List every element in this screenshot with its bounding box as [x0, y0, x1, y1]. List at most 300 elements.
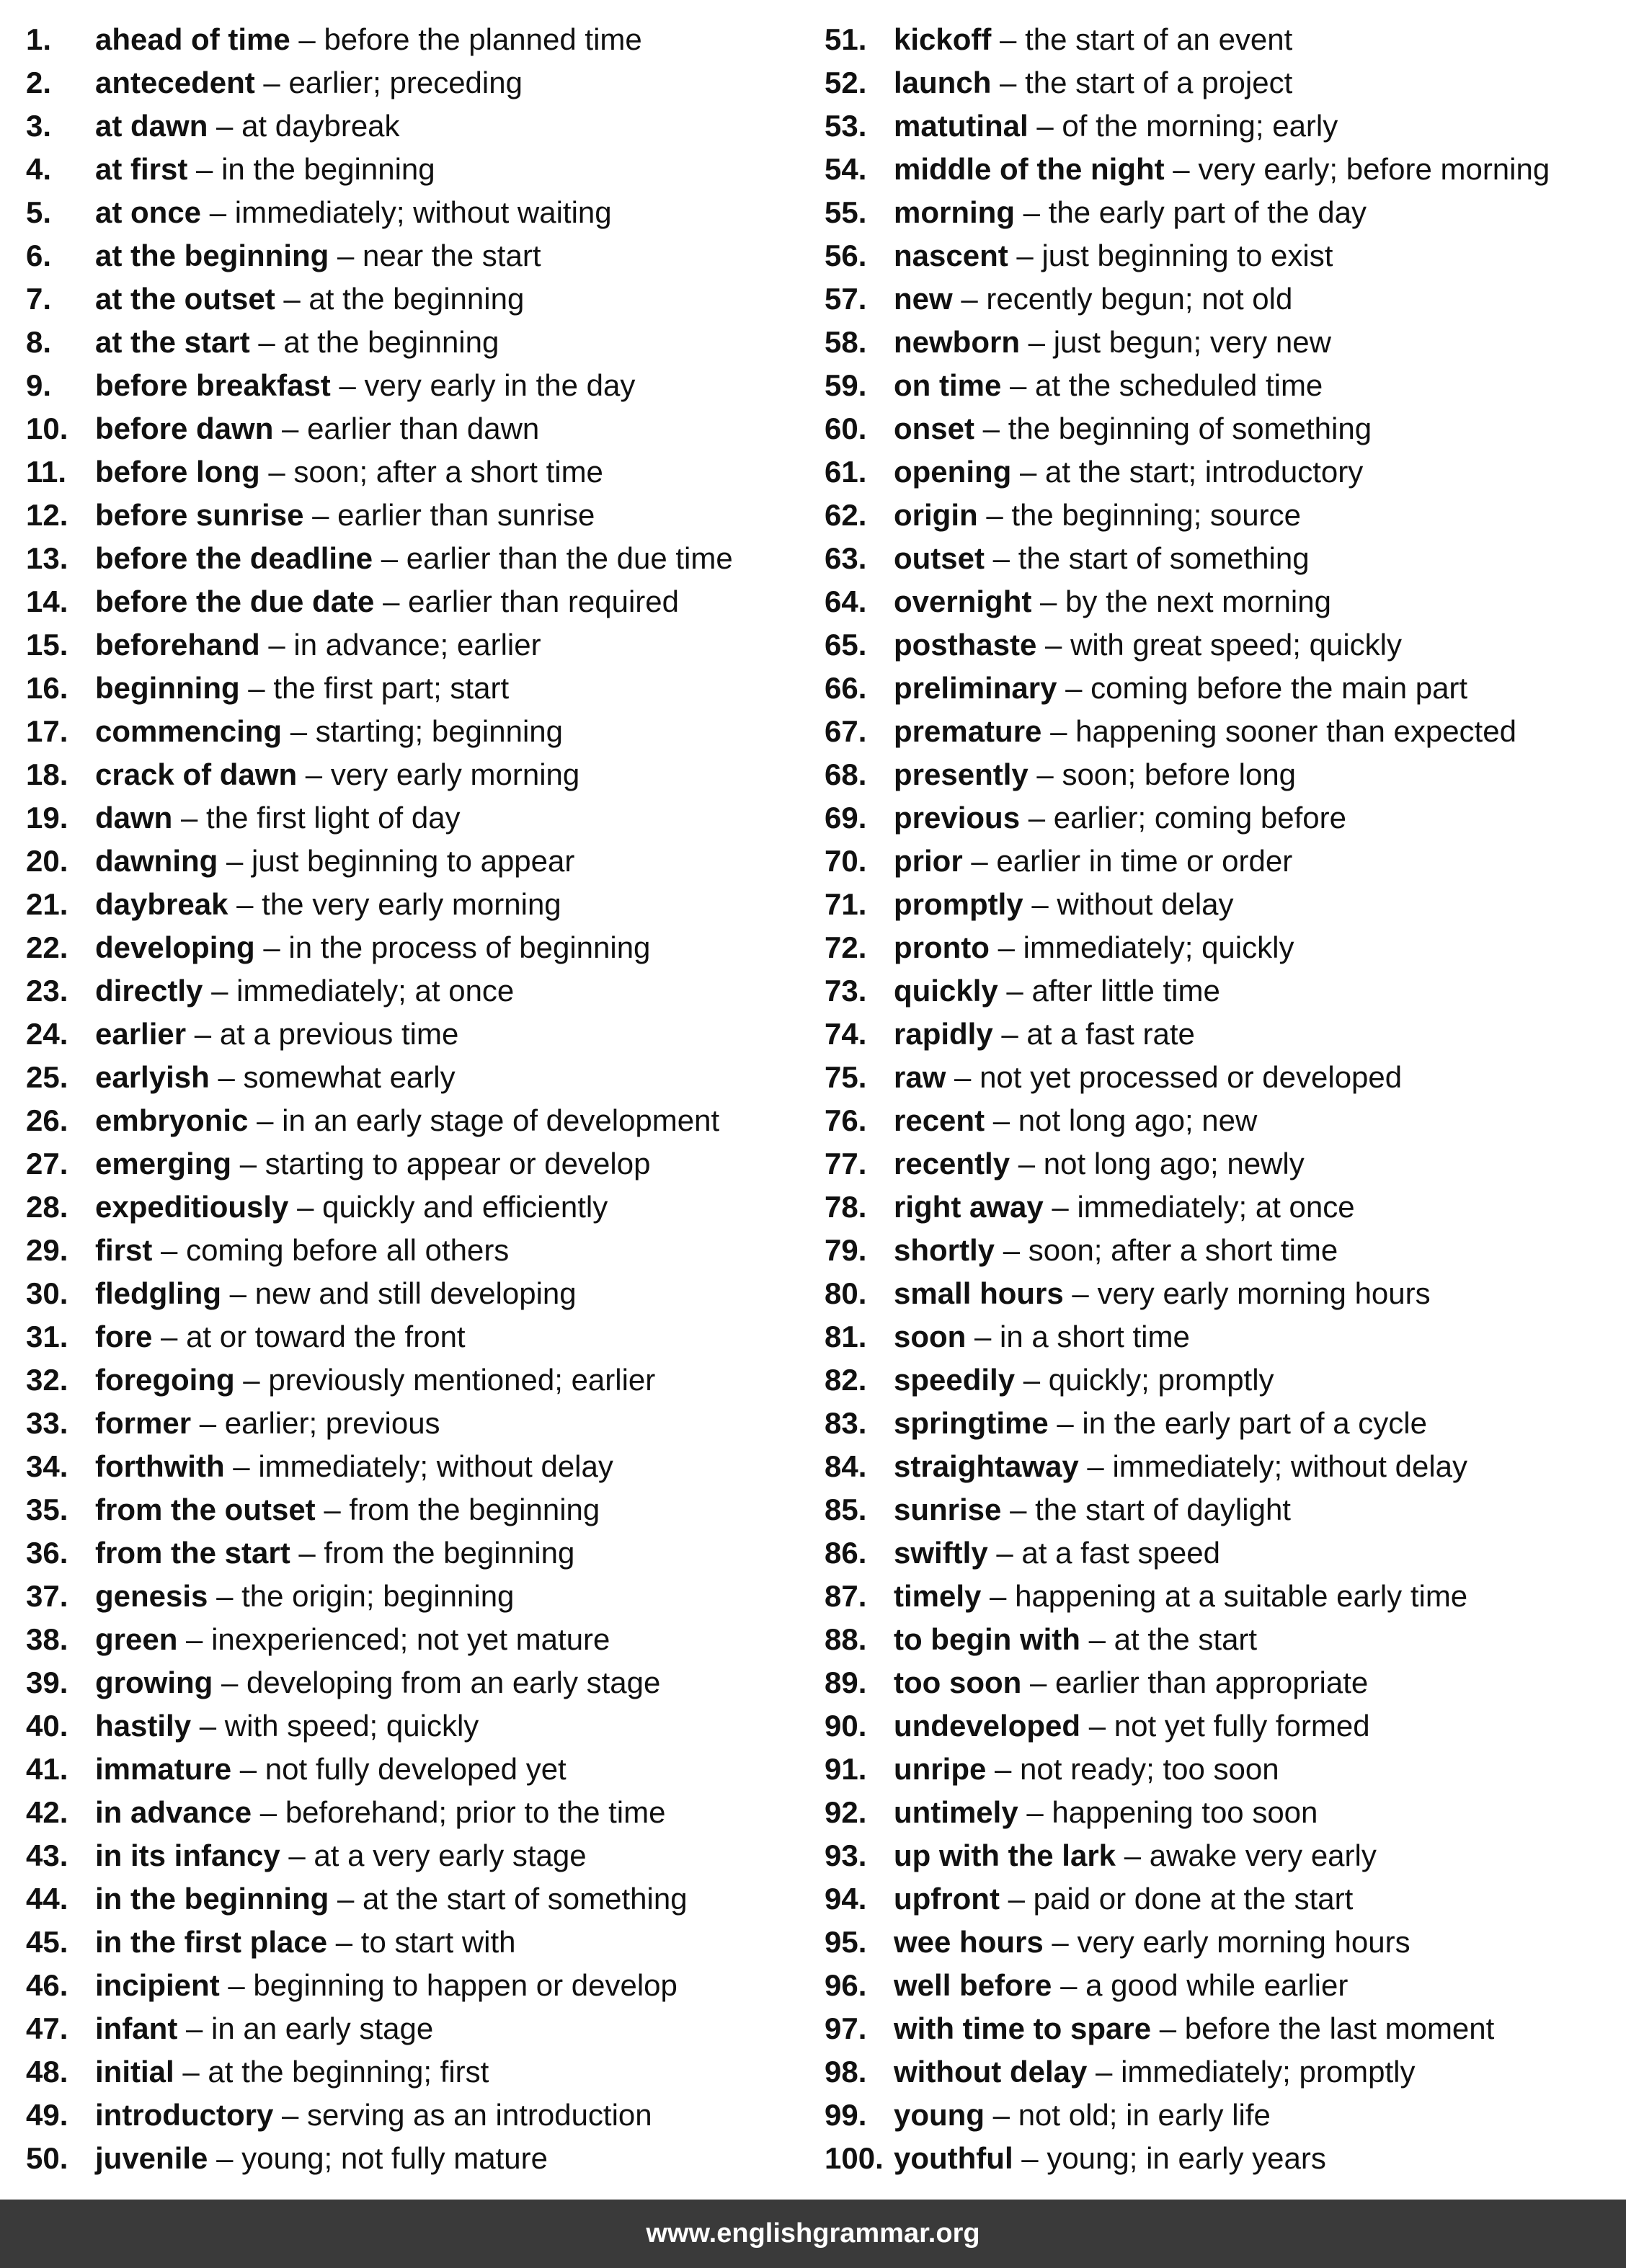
item-definition: at a fast speed [1021, 1536, 1220, 1570]
item-term: shortly [894, 1233, 995, 1267]
item-separator: – [1080, 1622, 1114, 1656]
list-item [825, 104, 1617, 148]
item-separator: – [986, 1752, 1021, 1786]
item-number: 75. [825, 1060, 867, 1094]
item-number: 63. [825, 541, 867, 575]
item-separator: – [373, 541, 406, 575]
item-term: earlier [95, 1017, 187, 1051]
item-definition: happening at a suitable early time [1015, 1579, 1468, 1613]
list-item [26, 840, 804, 883]
item-term: pronto [894, 930, 990, 964]
item-body [95, 1402, 440, 1445]
item-definition: soon; before long [1062, 757, 1297, 791]
item-body [95, 494, 595, 537]
item-number: 38. [26, 1622, 68, 1656]
item-number: 43. [26, 1838, 68, 1872]
list-item [825, 580, 1617, 623]
item-body [95, 2050, 489, 2094]
item-term: crack of dawn [95, 757, 298, 791]
item-number: 6. [26, 239, 52, 272]
item-definition: earlier than the due time [406, 541, 733, 575]
item-definition: with great speed; quickly [1070, 628, 1402, 662]
item-definition: in an early stage of development [282, 1103, 720, 1137]
item-number: 60. [825, 412, 867, 445]
item-separator: – [984, 2098, 1018, 2132]
item-term: upfront [894, 1882, 1000, 1916]
item-term: to begin with [894, 1622, 1080, 1656]
item-definition: recently begun; not old [986, 282, 1293, 316]
list-item [26, 1272, 804, 1315]
item-body [894, 61, 1292, 104]
item-separator: – [987, 1536, 1022, 1570]
item-number: 95. [825, 1925, 867, 1959]
item-body [95, 1791, 665, 1834]
item-number: 49. [26, 2098, 68, 2132]
list-item [26, 61, 804, 104]
item-separator: – [946, 1060, 980, 1094]
item-number: 30. [26, 1276, 68, 1310]
item-definition: young; not fully mature [241, 2141, 548, 2175]
item-term: introductory [95, 2098, 274, 2132]
item-body [894, 277, 1292, 321]
item-body [894, 623, 1402, 667]
item-body [894, 926, 1294, 969]
item-separator: – [966, 1320, 1000, 1353]
item-separator: – [1001, 368, 1036, 402]
item-number: 64. [825, 584, 867, 618]
item-term: first [95, 1233, 153, 1267]
item-separator: – [231, 1752, 265, 1786]
item-term: without delay [894, 2055, 1088, 2089]
item-definition: at a previous time [219, 1017, 459, 1051]
list-item [26, 364, 804, 407]
list-item [26, 2007, 804, 2050]
item-body [894, 1618, 1257, 1661]
item-body [95, 580, 679, 623]
list-item [825, 61, 1617, 104]
item-definition: paid or done at the start [1033, 1882, 1354, 1916]
item-definition: not fully developed yet [265, 1752, 567, 1786]
list-item [825, 1575, 1617, 1618]
item-separator: – [1036, 628, 1071, 662]
item-separator: – [1010, 1147, 1044, 1180]
item-definition: with speed; quickly [224, 1709, 479, 1743]
item-separator: – [290, 1536, 324, 1570]
footer-url[interactable]: www.englishgrammar.org [646, 2218, 980, 2249]
item-number: 13. [26, 541, 68, 575]
item-separator: – [977, 498, 1012, 532]
list-item [825, 1315, 1617, 1358]
item-definition: very early; before morning [1198, 152, 1550, 186]
item-separator: – [1087, 2055, 1121, 2089]
item-definition: coming before the main part [1090, 671, 1468, 705]
item-number: 94. [825, 1882, 867, 1916]
item-separator: – [186, 1017, 220, 1051]
list-item [825, 1704, 1617, 1748]
item-separator: – [985, 1103, 1018, 1137]
item-separator: – [172, 801, 207, 835]
item-body [894, 1186, 1355, 1229]
item-term: immature [95, 1752, 232, 1786]
item-term: from the outset [95, 1493, 316, 1526]
list-item [26, 1921, 804, 1964]
item-number: 62. [825, 498, 867, 532]
list-item [825, 1661, 1617, 1704]
item-separator: – [989, 930, 1023, 964]
item-body [894, 1056, 1402, 1099]
item-number: 46. [26, 1968, 68, 2002]
item-definition: of the morning; early [1062, 109, 1338, 143]
item-definition: the beginning; source [1011, 498, 1301, 532]
item-body [894, 1704, 1370, 1748]
item-definition: immediately; without delay [1112, 1449, 1468, 1483]
item-number: 61. [825, 455, 867, 489]
item-definition: at daybreak [241, 109, 400, 143]
item-body [95, 667, 509, 710]
item-number: 31. [26, 1320, 68, 1353]
item-number: 10. [26, 412, 68, 445]
item-term: undeveloped [894, 1709, 1081, 1743]
item-term: young [894, 2098, 985, 2132]
item-term: in the first place [95, 1925, 328, 1959]
item-separator: – [1057, 671, 1091, 705]
item-body [894, 796, 1346, 840]
item-term: fledgling [95, 1276, 221, 1310]
list-item [825, 364, 1617, 407]
item-definition: immediately; without delay [258, 1449, 613, 1483]
item-number: 9. [26, 368, 52, 402]
item-term: wee hours [894, 1925, 1044, 1959]
item-body [894, 364, 1323, 407]
item-number: 50. [26, 2141, 68, 2175]
item-body [95, 623, 541, 667]
item-number: 66. [825, 671, 867, 705]
item-separator: – [254, 930, 289, 964]
item-separator: – [234, 1363, 269, 1397]
item-number: 73. [825, 974, 867, 1008]
list-item [825, 407, 1617, 450]
item-body [95, 2137, 548, 2180]
item-body [894, 1661, 1368, 1704]
item-term: youthful [894, 2141, 1013, 2175]
item-body [894, 321, 1331, 364]
item-definition: immediately; without waiting [234, 195, 612, 229]
item-separator: – [1028, 109, 1062, 143]
item-body [95, 753, 579, 796]
item-body [894, 450, 1363, 494]
item-separator: – [327, 1925, 361, 1959]
item-definition: at a very early stage [314, 1838, 587, 1872]
item-number: 93. [825, 1838, 867, 1872]
item-definition: new and still developing [254, 1276, 577, 1310]
item-definition: beginning to happen or develop [253, 1968, 678, 2002]
list-item [825, 2050, 1617, 2094]
item-definition: not yet processed or developed [979, 1060, 1403, 1094]
item-term: beginning [95, 671, 240, 705]
list-item [26, 1099, 804, 1142]
item-body [894, 753, 1296, 796]
item-definition: very early morning hours [1097, 1276, 1431, 1310]
item-number: 11. [26, 455, 67, 489]
item-body [95, 364, 635, 407]
list-item [26, 1186, 804, 1229]
item-separator: – [991, 22, 1026, 56]
item-term: in advance [95, 1795, 252, 1829]
list-item [825, 494, 1617, 537]
item-term: onset [894, 412, 975, 445]
list-item [825, 1488, 1617, 1531]
item-definition: before the last moment [1184, 2011, 1495, 2045]
item-definition: immediately; at once [1077, 1190, 1355, 1224]
item-term: developing [95, 930, 255, 964]
item-body [894, 2094, 1271, 2137]
item-separator: – [1021, 1666, 1055, 1699]
word-list-right-column [825, 18, 1617, 2180]
item-definition: not long ago; new [1018, 1103, 1258, 1137]
item-definition: by the next morning [1065, 584, 1331, 618]
item-body [95, 1229, 509, 1272]
item-number: 90. [825, 1709, 867, 1743]
item-term: new [894, 282, 953, 316]
list-item [825, 753, 1617, 796]
item-definition: not yet fully formed [1114, 1709, 1370, 1743]
item-body [95, 321, 499, 364]
item-separator: – [1011, 455, 1046, 489]
footer-bar [0, 2200, 1626, 2268]
item-separator: – [288, 1190, 323, 1224]
item-term: before breakfast [95, 368, 331, 402]
item-term: unripe [894, 1752, 987, 1786]
item-body [894, 1358, 1274, 1402]
item-separator: – [218, 844, 252, 878]
list-item [825, 537, 1617, 580]
list-item [26, 2137, 804, 2180]
item-definition: from the beginning [349, 1493, 600, 1526]
list-item [825, 2137, 1617, 2180]
list-item [26, 407, 804, 450]
item-body [95, 234, 541, 277]
item-term: small hours [894, 1276, 1064, 1310]
item-separator: – [252, 1795, 285, 1829]
item-body [894, 234, 1333, 277]
item-term: at first [95, 152, 188, 186]
item-number: 89. [825, 1666, 867, 1699]
item-definition: quickly and efficiently [322, 1190, 608, 1224]
list-item [825, 2007, 1617, 2050]
item-number: 78. [825, 1190, 867, 1224]
list-item [825, 148, 1617, 191]
list-item [825, 1229, 1617, 1272]
item-body [894, 1272, 1431, 1315]
list-item [26, 450, 804, 494]
list-item [825, 450, 1617, 494]
item-separator: – [303, 498, 338, 532]
item-separator: – [201, 195, 235, 229]
list-item [26, 234, 804, 277]
item-number: 36. [26, 1536, 68, 1570]
item-body [95, 1056, 456, 1099]
item-term: at the outset [95, 282, 275, 316]
list-item [825, 277, 1617, 321]
item-term: springtime [894, 1406, 1049, 1440]
item-definition: happening too soon [1052, 1795, 1318, 1829]
item-definition: quickly; promptly [1048, 1363, 1274, 1397]
item-separator: – [1063, 1276, 1098, 1310]
item-definition: inexperienced; not yet mature [211, 1622, 610, 1656]
item-term: kickoff [894, 22, 992, 56]
item-number: 4. [26, 152, 52, 186]
item-number: 22. [26, 930, 68, 964]
list-item [26, 667, 804, 710]
item-body [894, 18, 1292, 61]
item-definition: immediately; quickly [1023, 930, 1294, 964]
item-separator: – [228, 887, 262, 921]
item-number: 44. [26, 1882, 68, 1916]
item-definition: serving as an introduction [307, 2098, 652, 2132]
list-item [825, 2094, 1617, 2137]
item-definition: after little time [1031, 974, 1220, 1008]
item-number: 20. [26, 844, 68, 878]
item-definition: not long ago; newly [1043, 1147, 1305, 1180]
item-term: embryonic [95, 1103, 249, 1137]
item-term: expeditiously [95, 1190, 289, 1224]
item-number: 3. [26, 109, 52, 143]
item-body [894, 1488, 1291, 1531]
item-term: beforehand [95, 628, 260, 662]
item-term: soon [894, 1320, 967, 1353]
item-separator: – [1001, 1493, 1036, 1526]
item-body [894, 1877, 1353, 1921]
item-number: 86. [825, 1536, 867, 1570]
item-body [894, 1531, 1220, 1575]
item-definition: the start of something [1018, 541, 1310, 575]
item-body [95, 1661, 660, 1704]
item-term: before dawn [95, 412, 274, 445]
item-definition: without delay [1057, 887, 1234, 921]
item-definition: just beginning to exist [1041, 239, 1333, 272]
item-separator: – [174, 2055, 208, 2089]
item-separator: – [329, 239, 363, 272]
item-body [894, 1013, 1195, 1056]
item-term: initial [95, 2055, 174, 2089]
list-item [26, 1488, 804, 1531]
item-number: 7. [26, 282, 52, 316]
item-body [95, 1704, 479, 1748]
list-item [26, 1964, 804, 2007]
item-body [894, 1315, 1190, 1358]
item-definition: earlier in time or order [996, 844, 1293, 878]
list-item [825, 667, 1617, 710]
item-body [95, 148, 435, 191]
item-body [894, 710, 1516, 753]
item-number: 67. [825, 714, 867, 748]
item-body [95, 796, 461, 840]
item-definition: at the beginning; first [208, 2055, 489, 2089]
item-separator: – [1080, 1709, 1114, 1743]
item-definition: earlier; coming before [1053, 801, 1346, 835]
item-body [894, 667, 1467, 710]
item-separator: – [998, 974, 1032, 1008]
item-definition: before the planned time [324, 22, 642, 56]
item-definition: to start with [360, 1925, 516, 1959]
list-item [26, 2094, 804, 2137]
item-number: 1. [26, 22, 52, 56]
item-separator: – [985, 541, 1018, 575]
item-separator: – [991, 66, 1026, 99]
item-term: with time to spare [894, 2011, 1152, 2045]
item-term: middle of the night [894, 152, 1165, 186]
item-term: incipient [95, 1968, 220, 2002]
item-term: newborn [894, 325, 1020, 359]
item-body [95, 104, 400, 148]
item-term: green [95, 1622, 178, 1656]
item-term: sunrise [894, 1493, 1002, 1526]
item-definition: starting; beginning [315, 714, 564, 748]
list-item [825, 1272, 1617, 1315]
item-body [894, 580, 1331, 623]
item-body [95, 710, 563, 753]
item-body [95, 1618, 610, 1661]
item-term: at the beginning [95, 239, 329, 272]
item-body [894, 1445, 1467, 1488]
list-item [26, 1748, 804, 1791]
item-definition: earlier; preceding [288, 66, 523, 99]
item-number: 42. [26, 1795, 68, 1829]
item-term: nascent [894, 239, 1008, 272]
item-body [894, 1575, 1467, 1618]
item-term: raw [894, 1060, 946, 1094]
list-item [26, 494, 804, 537]
item-body [894, 1142, 1305, 1186]
item-separator: – [259, 455, 294, 489]
item-body [95, 1099, 719, 1142]
item-number: 29. [26, 1233, 68, 1267]
item-body [894, 537, 1310, 580]
item-term: ahead of time [95, 22, 290, 56]
item-number: 74. [825, 1017, 867, 1051]
item-separator: – [187, 152, 222, 186]
item-number: 19. [26, 801, 68, 835]
item-separator: – [177, 2011, 212, 2045]
list-item [26, 1315, 804, 1358]
item-definition: in a short time [1000, 1320, 1190, 1353]
item-body [95, 1964, 678, 2007]
item-separator: – [297, 757, 331, 791]
item-definition: earlier; previous [224, 1406, 440, 1440]
list-item [26, 148, 804, 191]
item-definition: in an early stage [211, 2011, 434, 2045]
item-body [894, 840, 1292, 883]
item-definition: just beginning to appear [252, 844, 575, 878]
item-separator: – [203, 974, 237, 1008]
item-number: 53. [825, 109, 867, 143]
item-separator: – [254, 66, 289, 99]
item-term: daybreak [95, 887, 228, 921]
item-definition: at the start of something [363, 1882, 688, 1916]
item-number: 41. [26, 1752, 68, 1786]
item-definition: from the beginning [324, 1536, 575, 1570]
list-item [26, 18, 804, 61]
item-body [894, 1834, 1377, 1877]
item-definition: in the process of beginning [288, 930, 651, 964]
item-term: dawn [95, 801, 173, 835]
item-term: juvenile [95, 2141, 208, 2175]
item-definition: in the early part of a cycle [1082, 1406, 1427, 1440]
item-number: 35. [26, 1493, 68, 1526]
item-term: at once [95, 195, 202, 229]
list-item [825, 1618, 1617, 1661]
item-number: 8. [26, 325, 52, 359]
